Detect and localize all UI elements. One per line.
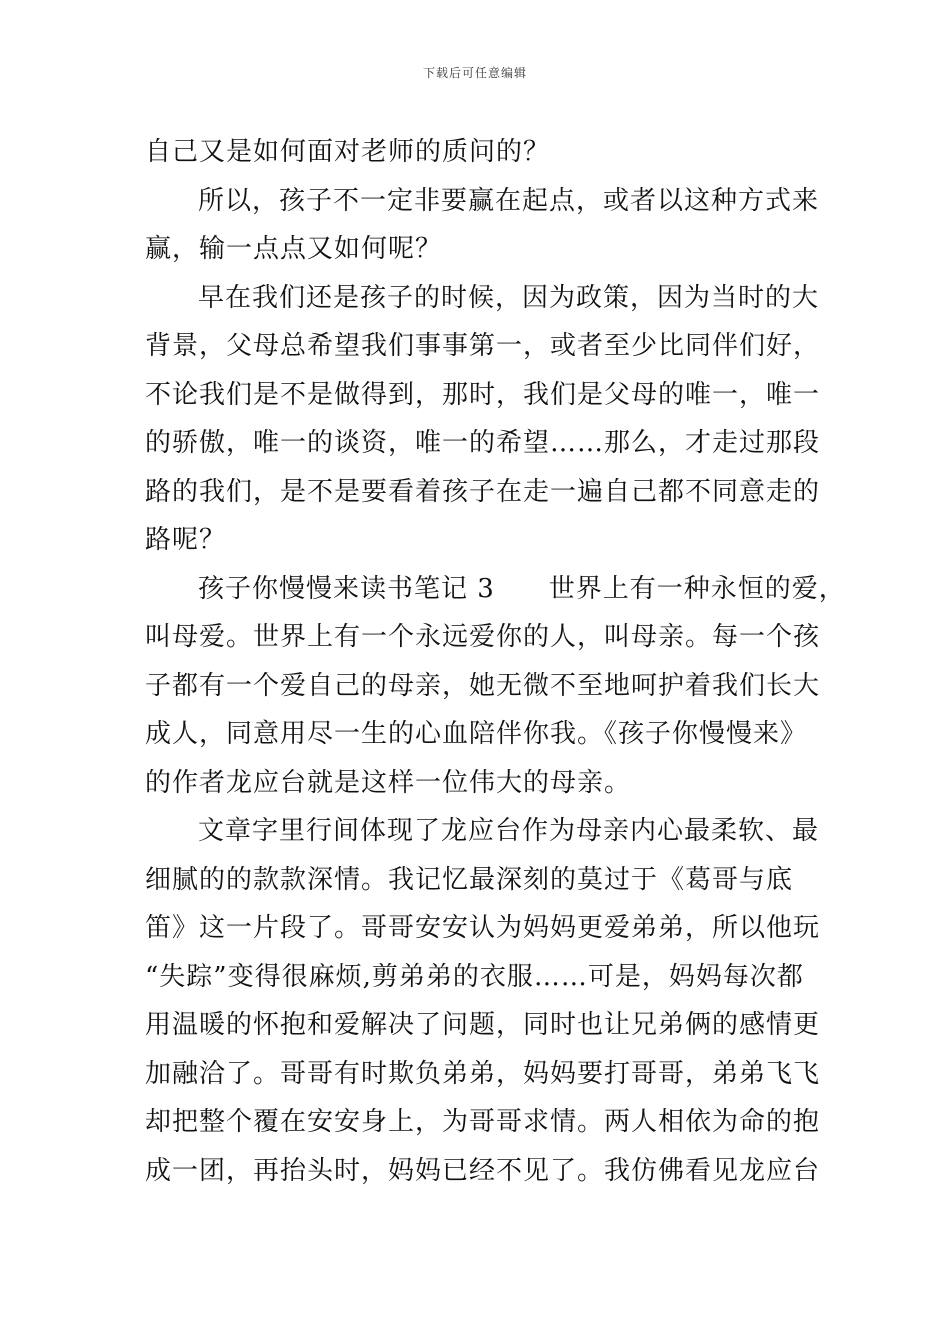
text-line: 成人，同意用尽一生的心血陪伴你我。《孩子你慢慢来》 [145,719,808,749]
text-line: 路呢？ [145,525,227,555]
text-line: 文章字里行间体现了龙应台作为母亲内心最柔软、最 [198,816,820,846]
document-body [145,128,846,1195]
text-line: 细腻的的款款深情。我记忆最深刻的莫过于《葛哥与底 [145,864,794,895]
text-line: 却把整个覆在安安身上，为哥哥求情。两人相依为命的抱 [145,1107,821,1137]
text-line: 的骄傲，唯一的谈资，唯一的希望……那么，才走过那段 [145,428,821,458]
text-line: 加融洽了。哥哥有时欺负弟弟，妈妈要打哥哥，弟弟飞飞 [145,1058,821,1089]
text-line: 子都有一个爱自己的母亲，她无微不至地呵护着我们长大 [145,670,821,701]
text-line: 笛》这一片段了。哥哥安安认为妈妈更爱弟弟，所以他玩 [145,913,821,943]
text-line: 的作者龙应台就是这样一位伟大的母亲。 [145,767,632,798]
text-line: 自己又是如何面对老师的质问的？ [145,137,551,167]
text-line: 赢，输一点点又如何呢？ [145,234,443,264]
text-line: 背景，父母总希望我们事事第一，或者至少比同伴们好， [145,331,821,361]
text-line: 叫母爱。世界上有一个永远爱你的人，叫母亲。每一个孩 [145,622,821,652]
text-line: 用温暖的怀抱和爱解决了问题，同时也让兄弟俩的感情更 [145,1010,821,1040]
text-line: “失踪”变得很麻烦,剪弟弟的衣服……可是，妈妈每次都 [145,961,804,992]
text-line: 路的我们，是不是要看着孩子在走一遍自己都不同意走的 [145,476,821,507]
text-line: 不论我们是不是做得到，那时，我们是父母的唯一，唯一 [145,379,821,410]
text-line: 早在我们还是孩子的时候，因为政策，因为当时的大 [198,282,820,313]
text-line: 孩子你慢慢来读书笔记 3 世界上有一种永恒的爱， [198,573,846,604]
text-line: 成一团，再抬头时，妈妈已经不见了。我仿佛看见龙应台 [145,1155,821,1186]
page-header: 下载后可任意编辑 [422,66,527,80]
text-line: 所以，孩子不一定非要赢在起点，或者以这种方式来 [198,185,820,216]
